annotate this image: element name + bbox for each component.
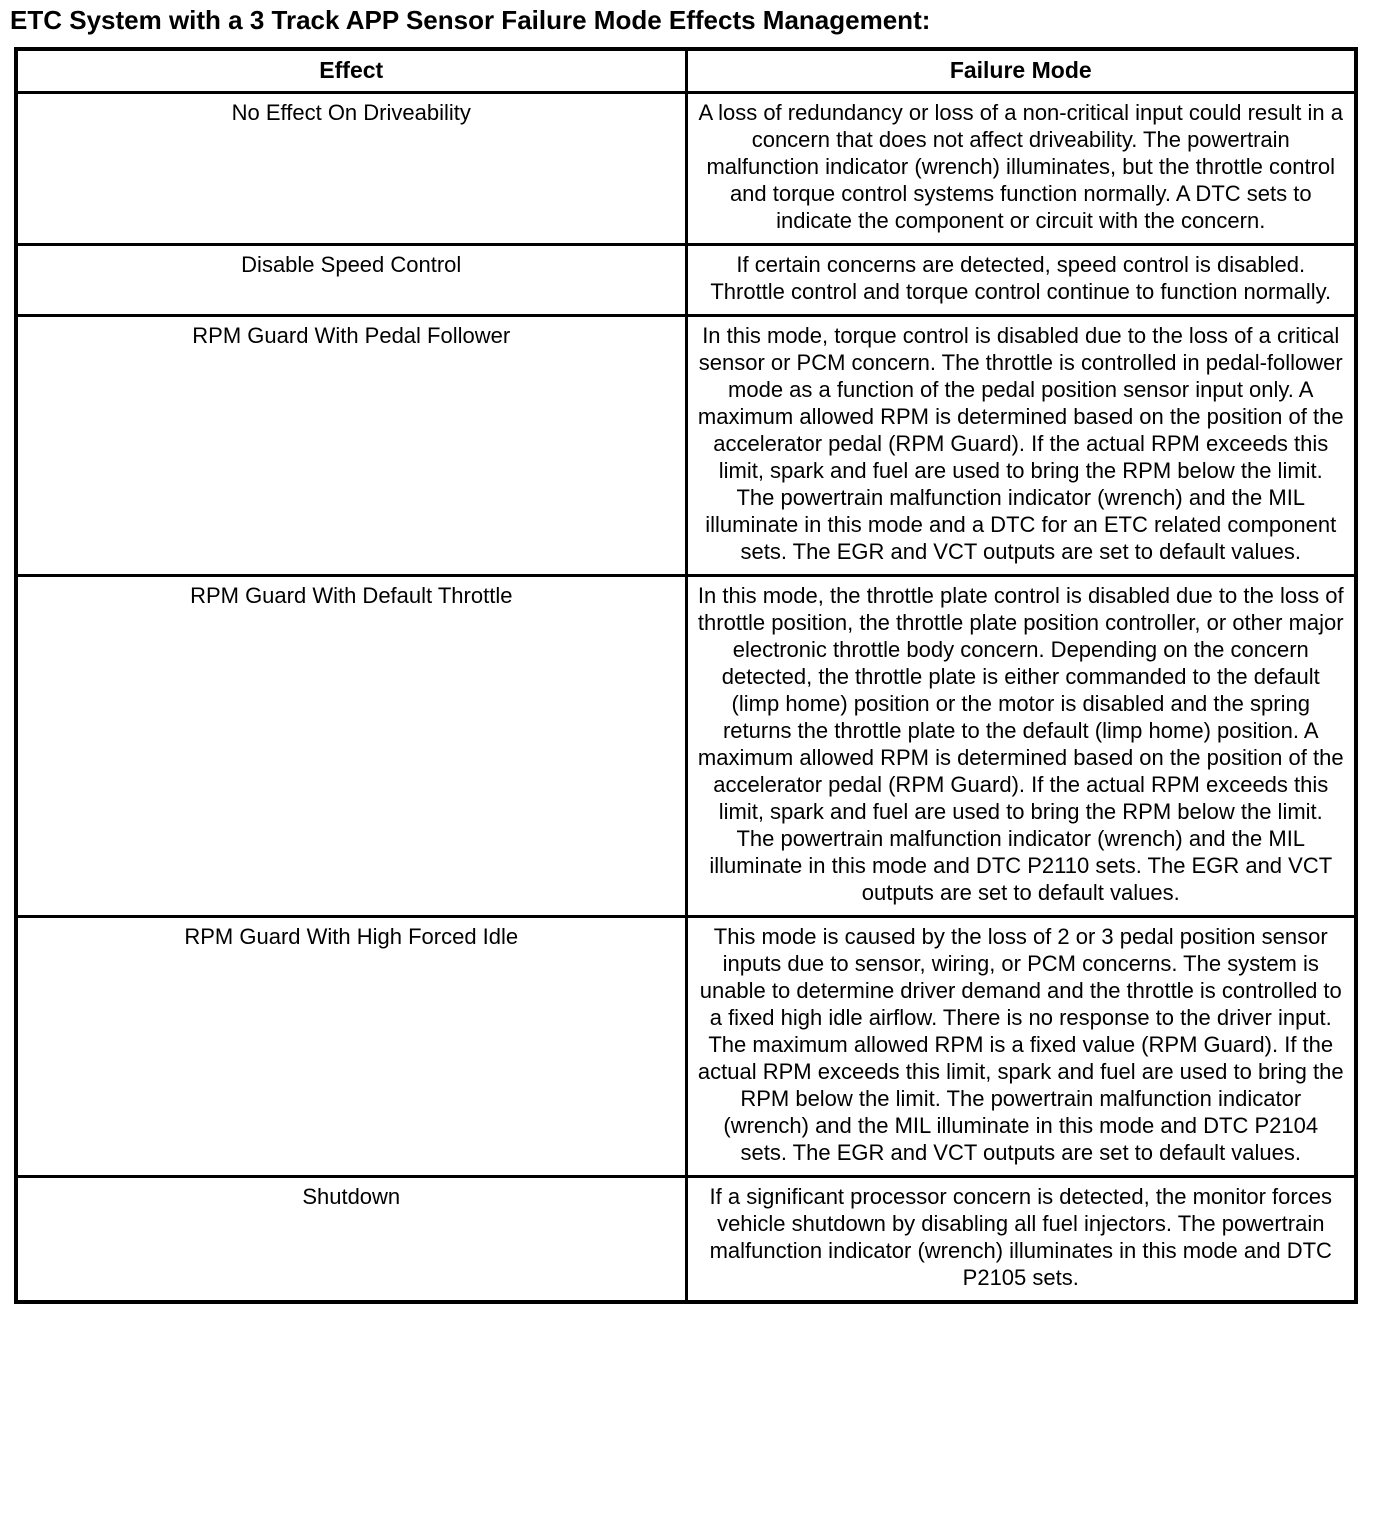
- effect-cell: RPM Guard With High Forced Idle: [16, 917, 686, 1177]
- table-row: [16, 1177, 1356, 1303]
- column-header-failure-mode: Failure Mode: [686, 49, 1356, 93]
- effect-cell: RPM Guard With Default Throttle: [16, 576, 686, 917]
- effect-cell: Shutdown: [16, 1177, 686, 1303]
- failure-mode-cell: If certain concerns are detected, speed control is disabled. Throttle control and torque control continue to function normally.: [686, 245, 1356, 316]
- table-row: [16, 245, 1356, 316]
- failure-mode-cell: A loss of redundancy or loss of a non-critical input could result in a concern that does not affect driveability. The powertrain malfunction indicator (wrench) illuminates, but the throttle control and torque control systems function normally. A DTC sets to indicate the component or circuit with the concern.: [686, 93, 1356, 245]
- page-title: ETC System with a 3 Track APP Sensor Failure Mode Effects Management:: [10, 5, 931, 35]
- failure-mode-cell: If a significant processor concern is detected, the monitor forces vehicle shutdown by disabling all fuel injectors. The powertrain malfunction indicator (wrench) illuminates in this mode and DTC P2105 sets.: [686, 1177, 1356, 1303]
- failure-mode-cell: This mode is caused by the loss of 2 or 3 pedal position sensor inputs due to sensor, wiring, or PCM concerns. The system is unable to determine driver demand and the throttle is controlled to a fixed high idle airflow. There is no response to the driver input. The maximum allowed RPM is a fixed value (RPM Guard). If the actual RPM exceeds this limit, spark and fuel are used to bring the RPM below the limit. The powertrain malfunction indicator (wrench) and the MIL illuminate in this mode and DTC P2104 sets. The EGR and VCT outputs are set to default values.: [686, 917, 1356, 1177]
- failure-mode-cell: In this mode, torque control is disabled due to the loss of a critical sensor or PCM concern. The throttle is controlled in pedal-follower mode as a function of the pedal position sensor input only. A maximum allowed RPM is determined based on the position of the accelerator pedal (RPM Guard). If the actual RPM exceeds this limit, spark and fuel are used to bring the RPM below the limit. The powertrain malfunction indicator (wrench) and the MIL illuminate in this mode and a DTC for an ETC related component sets. The EGR and VCT outputs are set to default values.: [686, 316, 1356, 576]
- column-header-effect: Effect: [16, 49, 686, 93]
- effect-cell: Disable Speed Control: [16, 245, 686, 316]
- effect-cell: No Effect On Driveability: [16, 93, 686, 245]
- table-row: [16, 316, 1356, 576]
- failure-mode-effects-table: [14, 47, 1358, 1305]
- table-row: [16, 917, 1356, 1177]
- table-row: [16, 576, 1356, 917]
- table-header-row: [16, 49, 1356, 93]
- effect-cell: RPM Guard With Pedal Follower: [16, 316, 686, 576]
- failure-mode-cell: In this mode, the throttle plate control is disabled due to the loss of throttle position, the throttle plate position controller, or other major electronic throttle body concern. Depending on the concern detected, the throttle plate is either commanded to the default (limp home) position or the motor is disabled and the spring returns the throttle plate to the default (limp home) position. A maximum allowed RPM is determined based on the position of the accelerator pedal (RPM Guard). If the actual RPM exceeds this limit, spark and fuel are used to bring the RPM below the limit. The powertrain malfunction indicator (wrench) and the MIL illuminate in this mode and DTC P2110 sets. The EGR and VCT outputs are set to default values.: [686, 576, 1356, 917]
- table-row: [16, 93, 1356, 245]
